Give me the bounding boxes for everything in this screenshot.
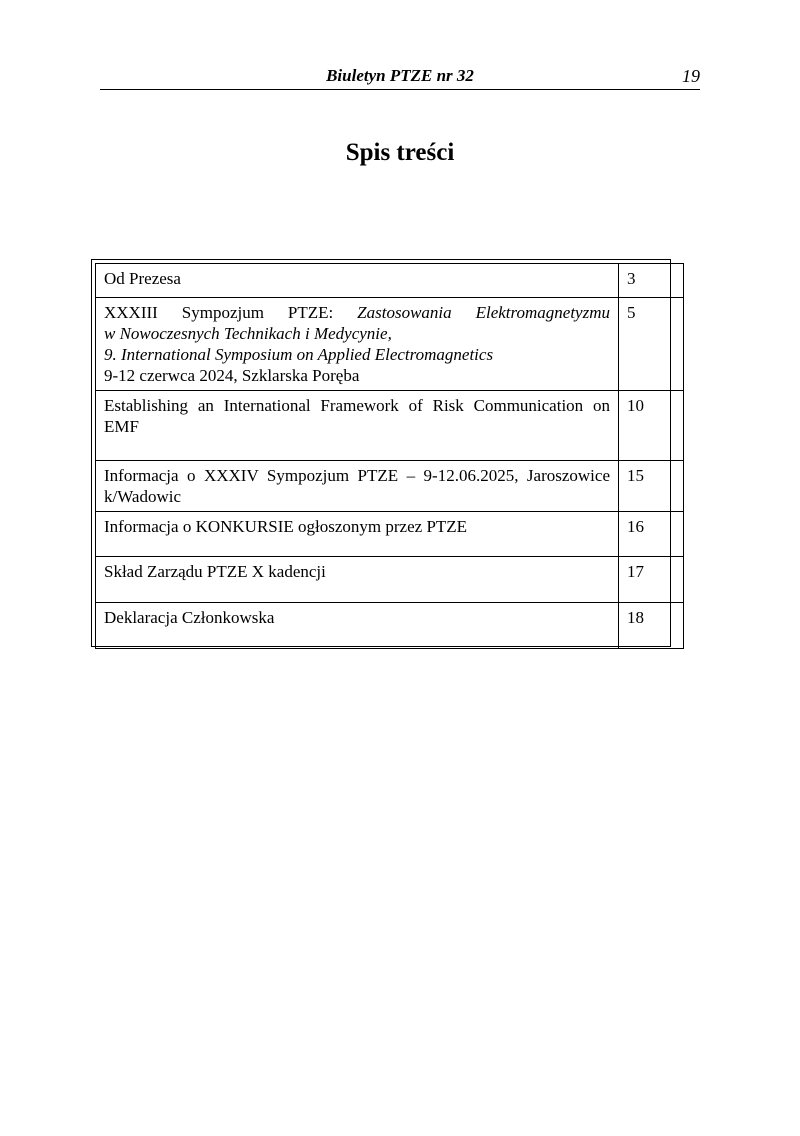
toc-entry-title: Informacja o XXXIV Sympozjum PTZE – 9-12.06.2025, Jaroszowice k/Wadowic — [96, 461, 619, 512]
toc-row — [96, 603, 684, 649]
toc-entry-page: 5 — [619, 298, 684, 391]
page-number: 19 — [682, 66, 700, 86]
toc-entry-title: Establishing an International Framework of Risk Communication on EMF — [96, 391, 619, 461]
toc-row — [96, 512, 684, 557]
toc-entry-page: 18 — [619, 603, 684, 649]
toc-row — [96, 264, 684, 298]
toc-entry-line: 9-12 czerwca 2024, Szklarska Poręba — [104, 366, 360, 385]
toc-table — [95, 263, 684, 649]
toc-frame — [91, 259, 671, 647]
toc-entry-page: 10 — [619, 391, 684, 461]
toc-entry-line: 9. International Symposium on Applied Electromagnetics — [104, 345, 494, 364]
toc-heading: Spis treści — [345, 139, 455, 166]
toc-entry-title: Informacja o KONKURSIE ogłoszonym przez PTZE — [96, 512, 619, 557]
running-header — [100, 64, 700, 90]
toc-row — [96, 391, 684, 461]
toc-entry-line: w Nowoczesnych Technikach i Medycynie, — [104, 324, 392, 343]
toc-entry-page: 17 — [619, 557, 684, 603]
toc-entry-page: 15 — [619, 461, 684, 512]
toc-entry-page: 3 — [619, 264, 684, 298]
toc-row — [96, 461, 684, 512]
toc-row — [96, 298, 684, 391]
toc-entry-title: Od Prezesa — [96, 264, 619, 298]
toc-entry-title — [96, 298, 619, 391]
toc-row — [96, 557, 684, 603]
toc-entry-title: Skład Zarządu PTZE X kadencji — [96, 557, 619, 603]
journal-title: Biuletyn PTZE nr 32 — [326, 66, 474, 85]
toc-entry-page: 16 — [619, 512, 684, 557]
toc-entry-line — [104, 302, 610, 323]
toc-entry-title: Deklaracja Członkowska — [96, 603, 619, 649]
toc-entry-text-italic: Zastosowania Elektromagnetyzmu — [357, 303, 610, 322]
toc-entry-text: XXXIII Sympozjum PTZE: — [104, 303, 358, 322]
